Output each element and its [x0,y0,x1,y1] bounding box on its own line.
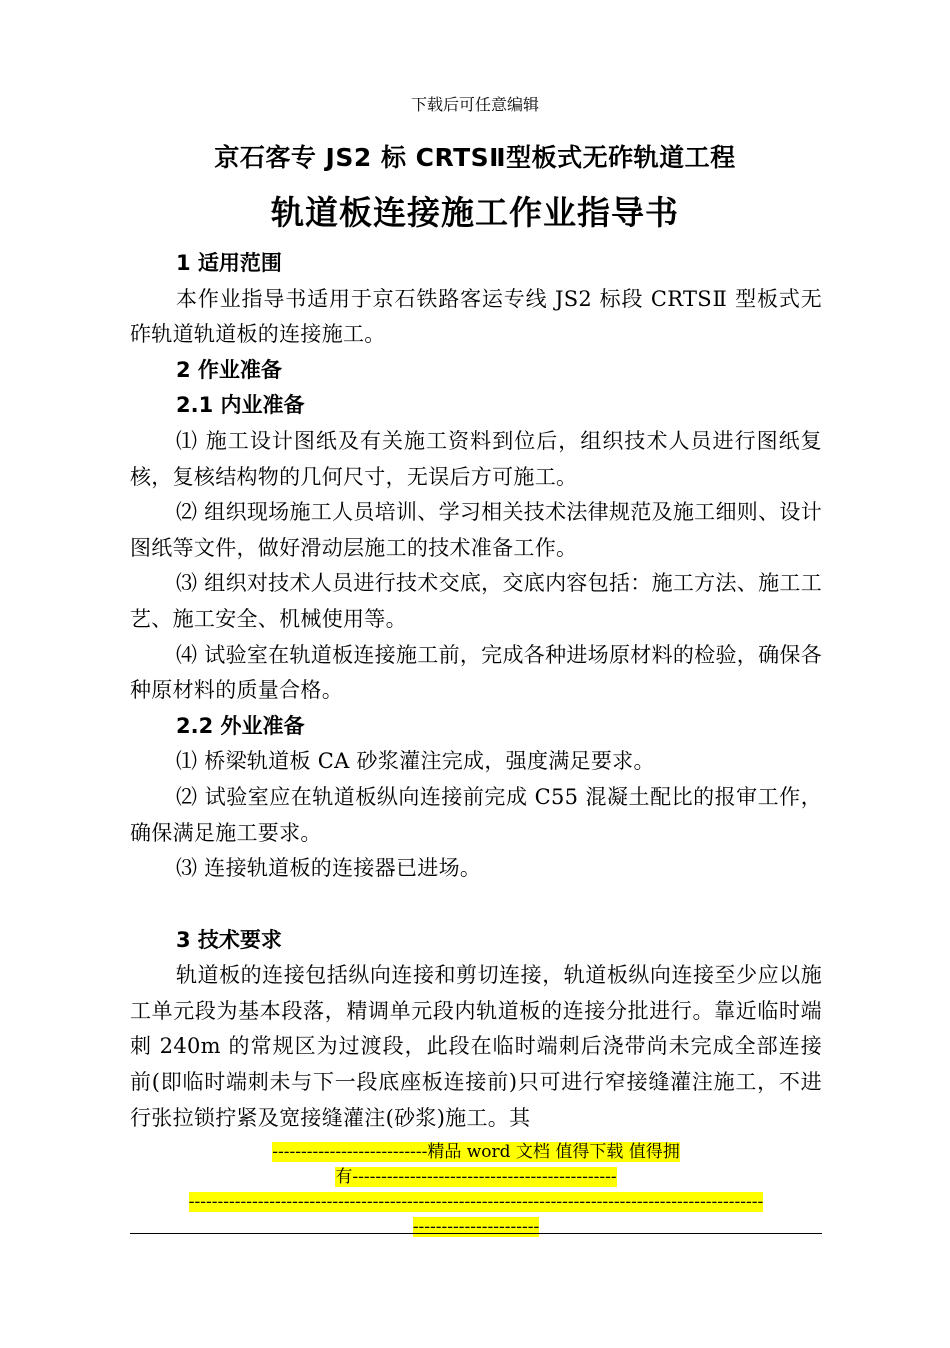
section-1-heading: 1 适用范围 [176,251,282,275]
footer-banner [130,1140,822,1240]
document-title-main: 轨道板连接施工作业指导书 [271,193,679,232]
section-2-heading: 2 作业准备 [176,357,282,382]
list-item: ⑴ 施工设计图纸及有关施工资料到位后，组织技术人员进行图纸复核，复核结构物的几何尺寸，无误后方可施工。 [130,428,822,489]
section-3-paragraph: 轨道板的连接包括纵向连接和剪切连接，轨道板纵向连接至少应以施工单元段为基本段落，精调单元段内轨道板的连接分批进行。靠近临时端刺 240m 的常规区为过渡段，此段在临时端刺后浇带尚未完成全部连接前(即临时端刺未与下一段底座板连接前)只可进行窄接缝灌注施工，不进行张拉锁拧紧及宽接缝灌注(砂浆)施工。其 [130,963,822,1130]
footer-line: ---------------------- [412,1217,540,1237]
section-1-paragraph: 本作业指导书适用于京石铁路客运专线 JS2 标段 CRTSⅡ 型板式无砟轨道轨道板的连接施工。 [130,286,822,347]
footer-line: ---------------------------精品 word 文档 值得下载 值得拥 [272,1142,680,1162]
section-2-1-heading: 2.1 内业准备 [176,393,305,418]
blank-line [130,887,822,923]
list-item: ⑵ 试验室应在轨道板纵向连接前完成 C55 混凝土配比的报审工作，确保满足施工要求。 [130,784,822,845]
header-note: 下载后可任意编辑 [410,95,539,114]
footer-rule [130,1233,822,1234]
footer-line: 有---------------------------------------------- [335,1167,617,1187]
section-2-2-heading: 2.2 外业准备 [176,713,305,738]
list-item: ⑷ 试验室在轨道板连接施工前，完成各种进场原材料的检验，确保各种原材料的质量合格。 [130,642,822,703]
footer-line: ---------------------------------------------------------------------------------------------------- [188,1192,764,1212]
list-item: ⑶ 组织对技术人员进行技术交底，交底内容包括：施工方法、施工工艺、施工安全、机械使用等。 [130,571,822,631]
list-item: ⑵ 组织现场施工人员培训、学习相关技术法律规范及施工细则、设计图纸等文件，做好滑动层施工的技术准备工作。 [130,500,822,560]
document-body [130,246,822,1136]
list-item: ⑴ 桥梁轨道板 CA 砂浆灌注完成，强度满足要求。 [176,749,655,774]
section-3-heading: 3 技术要求 [176,927,282,952]
list-item: ⑶ 连接轨道板的连接器已进场。 [176,856,482,881]
document-title-project: 京石客专 JS2 标 CRTSⅡ型板式无砟轨道工程 [214,143,736,172]
